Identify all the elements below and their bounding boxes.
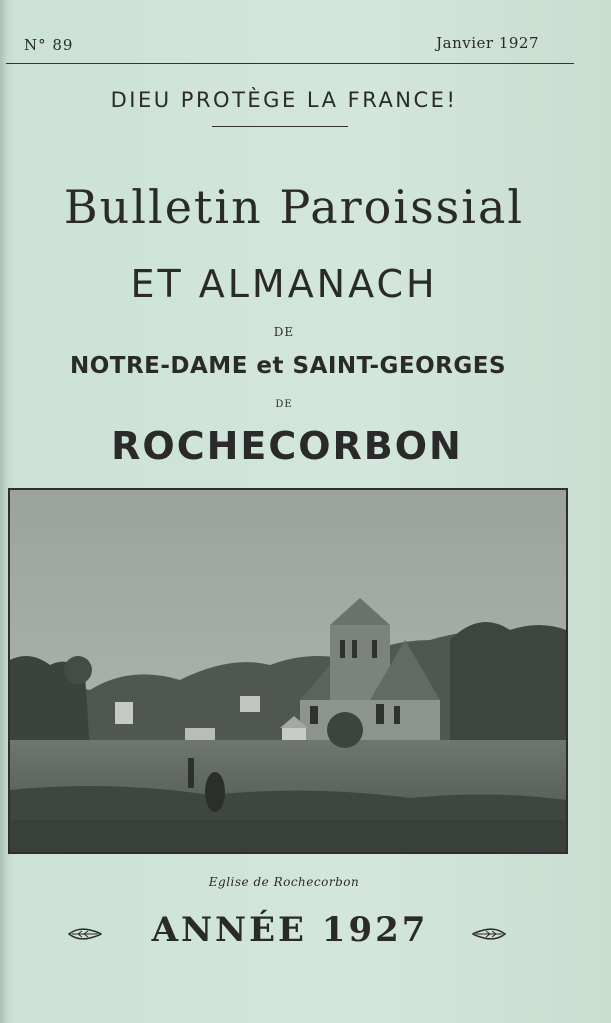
photo-caption: Eglise de Rochecorbon — [208, 875, 360, 889]
church-photograph — [8, 488, 568, 854]
title-bulletin-paroissial: Bulletin Paroissial — [63, 180, 525, 234]
issue-date: Janvier 1927 — [436, 34, 539, 52]
issue-number: N° 89 — [24, 36, 74, 54]
motto-underline — [212, 126, 348, 127]
book-spine-edge — [0, 0, 8, 1023]
motto: DIEU PROTÈGE LA FRANCE! — [110, 88, 458, 112]
header-divider — [6, 63, 574, 64]
title-parishes: NOTRE-DAME et SAINT-GEORGES — [69, 353, 507, 379]
title-connector-de-2: DE — [275, 399, 293, 410]
title-connector-de: DE — [273, 325, 295, 339]
title-rochecorbon: ROCHECORBON — [111, 424, 463, 468]
year-label: ANNÉE 1927 — [151, 910, 429, 950]
church-photo-illustration — [10, 490, 566, 852]
leaf-ornament-right-icon — [472, 926, 506, 945]
year-banner — [60, 910, 520, 962]
title-et-almanach: ET ALMANACH — [130, 262, 438, 306]
